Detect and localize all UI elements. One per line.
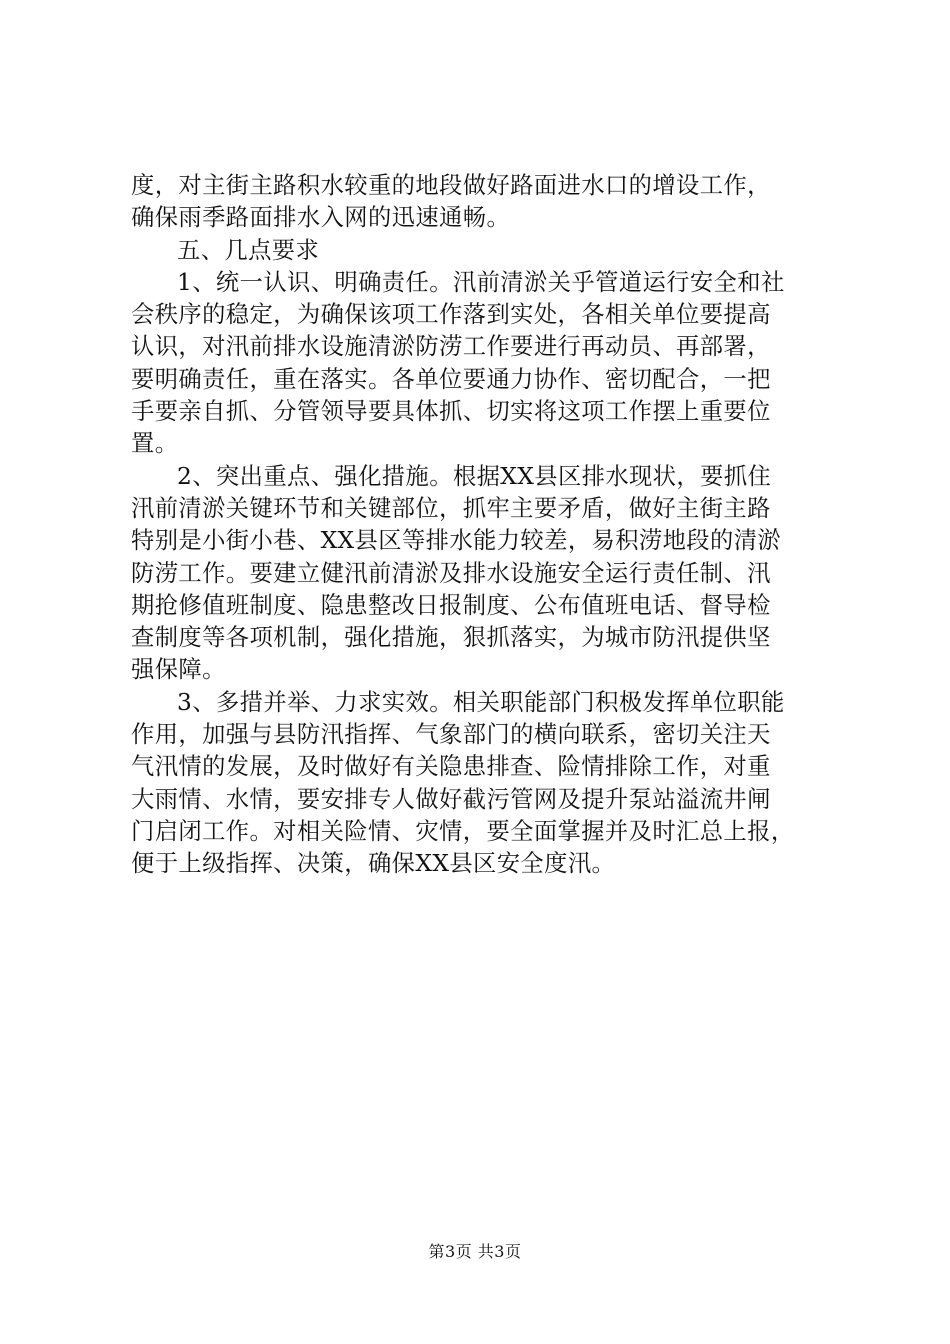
text-line: 2、突出重点、强化措施。根据XX县区排水现状，要抓住: [177, 462, 772, 490]
page-number-footer: 第3页 共3页: [428, 1242, 522, 1261]
text-line: 手要亲自抓、分管领导要具体抓、切实将这项工作摆上重要位: [131, 398, 771, 426]
text-line: 强保障。: [131, 656, 226, 684]
text-line: 防涝工作。要建立健汛前清淤及排水设施安全运行责任制、汛: [131, 559, 771, 587]
text-line: 会秩序的稳定，为确保该项工作落到实处，各相关单位要提高: [131, 301, 771, 329]
text-line: 气汛情的发展，及时做好有关隐患排查、险情排除工作，对重: [131, 753, 771, 781]
text-line: 汛前清淤关键环节和关键部位，抓牢主要矛盾，做好主街主路: [131, 494, 771, 522]
text-line: 置。: [131, 430, 179, 458]
text-line: 1、统一认识、明确责任。汛前清淤关乎管道运行安全和社: [177, 268, 785, 296]
section-heading: 五、几点要求: [177, 236, 320, 264]
text-line: 作用，加强与县防汛指挥、气象部门的横向联系，密切关注天: [131, 721, 771, 749]
document-body: [131, 170, 831, 881]
text-line: 查制度等各项机制，强化措施，狠抓落实，为城市防汛提供坚: [131, 624, 771, 652]
text-line: 期抢修值班制度、隐患整改日报制度、公布值班电话、督导检: [131, 591, 771, 619]
text-line: 度，对主街主路积水较重的地段做好路面进水口的增设工作，: [131, 172, 771, 199]
text-line: 要明确责任，重在落实。各单位要通力协作、密切配合，一把: [131, 365, 771, 393]
text-line: 特别是小街小巷、XX县区等排水能力较差，易积涝地段的清淤: [131, 527, 782, 555]
text-line: 大雨情、水情，要安排专人做好截污管网及提升泵站溢流井闸: [131, 785, 771, 813]
text-line: 便于上级指挥、决策，确保XX县区安全度汛。: [131, 850, 616, 878]
text-line: 3、多措并举、力求实效。相关职能部门积极发挥单位职能: [177, 688, 785, 716]
text-line: 认识，对汛前排水设施清淤防涝工作要进行再动员、再部署，: [131, 333, 771, 361]
text-line: 确保雨季路面排水入网的迅速通畅。: [131, 204, 511, 232]
text-line: 门启闭工作。对相关险情、灾情，要全面掌握并及时汇总上报，: [131, 817, 795, 845]
